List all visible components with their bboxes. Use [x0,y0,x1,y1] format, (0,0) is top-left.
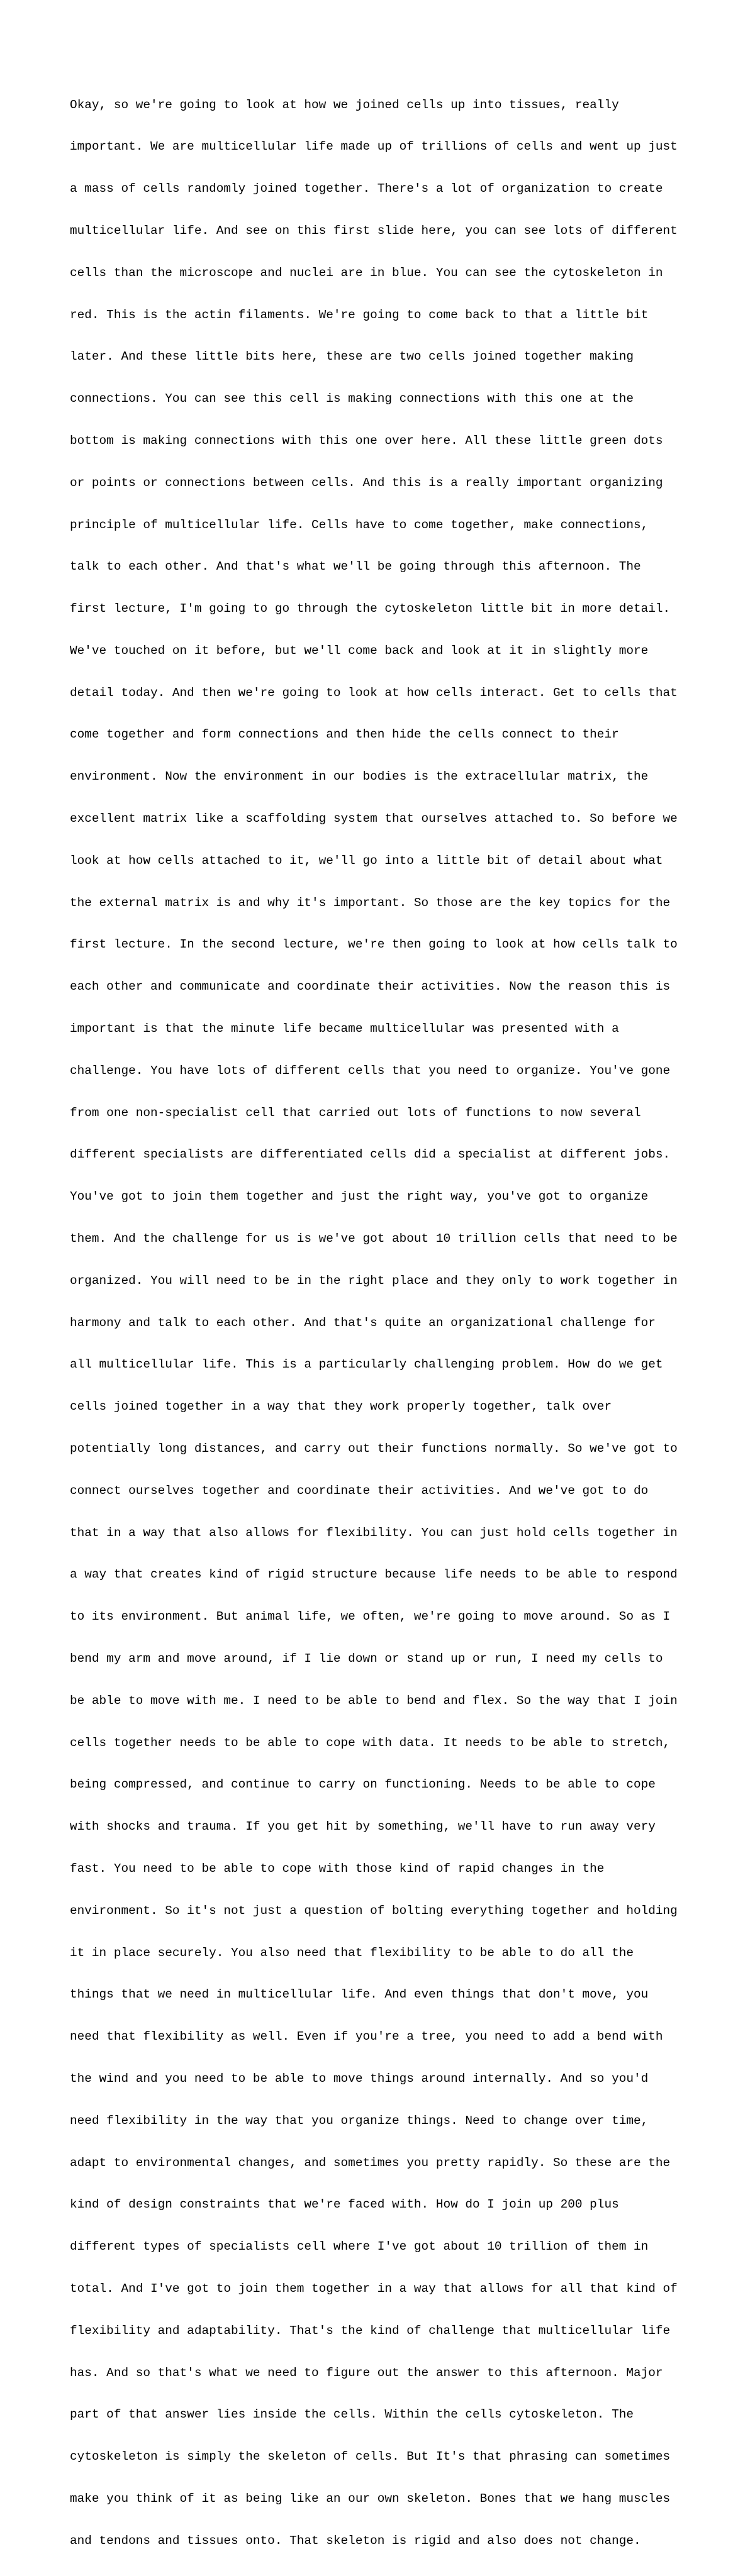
text-line: connections. You can see this cell is making connections with this one at the [70,392,634,406]
text-line: a mass of cells randomly joined together. There's a lot of organization to create [70,182,663,196]
text-line: organized. You will need to be in the right place and they only to work together in [70,1273,678,1288]
text-line: and tendons and tissues onto. That skeleton is rigid and also does not change. [70,2533,641,2548]
text-line: cells together needs to be able to cope with data. It needs to be able to stretch, [70,1735,671,1750]
text-line: or points or connections between cells. And this is a really important organizing [70,475,663,490]
text-line: challenge. You have lots of different cells that you need to organize. You've gone [70,1063,671,1078]
text-line: bend my arm and move around, if I lie down or stand up or run, I need my cells to [70,1652,663,1666]
text-line: principle of multicellular life. Cells have to come together, make connections, [70,517,649,532]
text-line: You've got to join them together and just the right way, you've got to organize [70,1190,649,1204]
text-line: that in a way that also allows for flexibility. You can just hold cells together in [70,1525,678,1540]
text-line: has. And so that's what we need to figure out the answer to this afternoon. Major [70,2365,663,2380]
text-line: important is that the minute life became multicellular was presented with a [70,1022,619,1036]
text-line: total. And I've got to join them together in a way that allows for all that kind of [70,2281,678,2296]
text-line: talk to each other. And that's what we'll be going through this afternoon. The [70,560,641,574]
text-line: the external matrix is and why it's important. So those are the key topics for the [70,895,671,910]
text-line: bottom is making connections with this one over here. All these little green dots [70,433,663,448]
text-line: potentially long distances, and carry out their functions normally. So we've got to [70,1442,678,1456]
text-line: need that flexibility as well. Even if you're a tree, you need to add a bend with [70,2030,663,2044]
text-line: with shocks and trauma. If you get hit by something, we'll have to run away very [70,1820,656,1834]
text-line: first lecture, I'm going to go through the cytoskeleton little bit in more detail. [70,602,671,616]
text-line: harmony and talk to each other. And that's quite an organizational challenge for [70,1315,656,1330]
text-line: all multicellular life. This is a particularly challenging problem. How do we get [70,1357,663,1372]
text-line: it in place securely. You also need that flexibility to be able to do all the [70,1945,634,1960]
text-line: them. And the challenge for us is we've got about 10 trillion cells that need to be [70,1232,678,1246]
text-line: need flexibility in the way that you organize things. Need to change over time, [70,2113,649,2128]
text-line: We've touched on it before, but we'll come back and look at it in slightly more [70,643,649,658]
text-line: each other and communicate and coordinate their activities. Now the reason this is [70,980,671,994]
text-line: being compressed, and continue to carry on functioning. Needs to be able to cope [70,1777,656,1792]
text-line: environment. Now the environment in our bodies is the extracellular matrix, the [70,770,649,784]
text-line: cells joined together in a way that they work properly together, talk over [70,1400,612,1414]
text-line: cytoskeleton is simply the skeleton of cells. But It's that phrasing can sometimes [70,2450,671,2464]
text-line: excellent matrix like a scaffolding system that ourselves attached to. So before we [70,812,678,826]
text-line: environment. So it's not just a question of bolting everything together and holding [70,1903,678,1918]
text-line: be able to move with me. I need to be able to bend and flex. So the way that I join [70,1693,678,1708]
text-line: important. We are multicellular life made up of trillions of cells and went up just [70,140,678,154]
text-line: different specialists are differentiated cells did a specialist at different jobs. [70,1147,671,1162]
text-line: later. And these little bits here, these are two cells joined together making [70,350,634,364]
transcript-text [70,70,678,2576]
text-line: adapt to environmental changes, and sometimes you pretty rapidly. So these are the [70,2155,671,2170]
text-line: flexibility and adaptability. That's the kind of challenge that multicellular life [70,2323,671,2338]
text-line: a way that creates kind of rigid structure because life needs to be able to respond [70,1567,678,1582]
text-line: the wind and you need to be able to move things around internally. And so you'd [70,2071,649,2086]
text-line: to its environment. But animal life, we often, we're going to move around. So as I [70,1610,671,1624]
text-line: connect ourselves together and coordinate their activities. And we've got to do [70,1483,649,1498]
text-line: cells than the microscope and nuclei are in blue. You can see the cytoskeleton in [70,265,663,280]
text-line: different types of specialists cell where I've got about 10 trillion of them in [70,2240,649,2254]
text-line: fast. You need to be able to cope with those kind of rapid changes in the [70,1862,605,1876]
text-line: things that we need in multicellular life. And even things that don't move, you [70,1987,649,2002]
text-line: kind of design constraints that we're faced with. How do I join up 200 plus [70,2197,619,2212]
text-line: detail today. And then we're going to look at how cells interact. Get to cells that [70,685,678,700]
text-line: look at how cells attached to it, we'll go into a little bit of detail about what [70,853,663,868]
text-line: from one non-specialist cell that carried out lots of functions to now several [70,1105,641,1120]
text-line: come together and form connections and then hide the cells connect to their [70,727,619,742]
text-line: multicellular life. And see on this first slide here, you can see lots of different [70,223,678,238]
text-line: make you think of it as being like an our own skeleton. Bones that we hang muscles [70,2491,671,2506]
text-line: part of that answer lies inside the cells. Within the cells cytoskeleton. The [70,2407,634,2422]
text-line: red. This is the actin filaments. We're going to come back to that a little bit [70,307,649,322]
text-line: Okay, so we're going to look at how we joined cells up into tissues, really [70,97,619,112]
text-line: first lecture. In the second lecture, we're then going to look at how cells talk to [70,937,678,952]
